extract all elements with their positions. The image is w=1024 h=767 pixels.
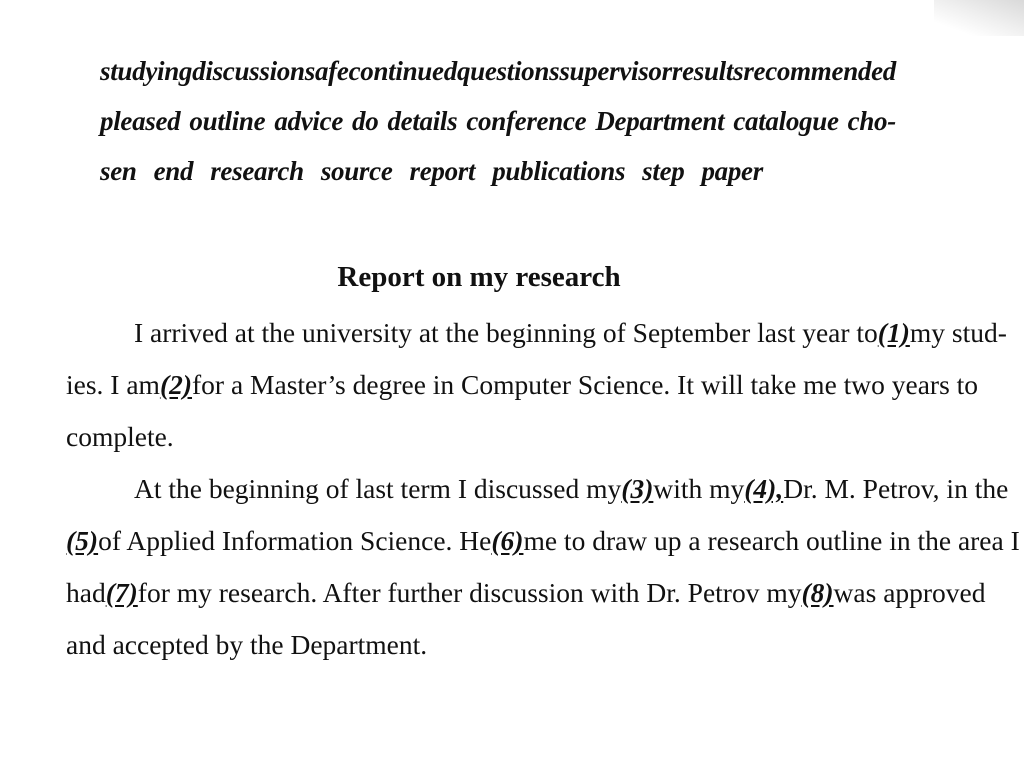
report-text: was approved xyxy=(833,577,986,608)
word-bank-word: do xyxy=(352,106,379,136)
gap-marker: (1) xyxy=(877,317,910,348)
report-text: Dr. M. Petrov, in the xyxy=(783,473,1009,504)
report-text: for my research. After further discussion with Dr. Petrov my xyxy=(137,577,802,608)
word-bank-word: continued xyxy=(348,56,457,86)
report-text: ies. I am xyxy=(66,369,160,400)
gap-marker: (2) xyxy=(159,369,193,400)
report-title: Report on my research xyxy=(337,261,621,293)
word-bank-line xyxy=(100,96,896,146)
word-bank-word: safe xyxy=(304,56,349,86)
report-line xyxy=(66,307,1007,359)
word-bank-word: Department xyxy=(595,106,725,136)
word-bank-word: source xyxy=(320,156,393,186)
gap-marker: (3) xyxy=(621,473,654,504)
word-bank-word: pleased xyxy=(100,106,181,136)
report-text: I arrived at the university at the beginning of September last year to xyxy=(134,317,878,348)
report-text: and accepted by the Department. xyxy=(66,629,428,660)
word-bank-word: results xyxy=(671,56,744,86)
word-bank-word: research xyxy=(210,156,304,186)
word-bank-word: cho- xyxy=(847,106,896,136)
word-bank-word: details xyxy=(387,106,458,136)
word-bank-word: paper xyxy=(701,156,763,186)
word-bank-word: report xyxy=(409,156,476,186)
word-bank-word: advice xyxy=(274,106,343,136)
report-text: At the beginning of last term I discussed my xyxy=(134,473,622,504)
report-line xyxy=(66,515,1020,567)
report-text: with my xyxy=(653,473,745,504)
slide-corner-shadow xyxy=(934,0,1024,36)
word-bank-word: studying xyxy=(100,56,193,86)
report-text: of Applied Information Science. He xyxy=(98,525,492,556)
report-line xyxy=(66,463,1009,515)
word-bank-word: publications xyxy=(492,156,626,186)
word-bank-word: catalogue xyxy=(733,106,839,136)
word-bank-line xyxy=(100,46,896,96)
report-text: for a Master’s degree in Computer Science. It will take me two years to xyxy=(192,369,979,400)
gap-marker: (6) xyxy=(491,525,524,556)
word-bank-word: end xyxy=(153,156,194,186)
word-bank-word: recommended xyxy=(743,56,896,86)
word-bank xyxy=(100,46,896,196)
word-bank-word: outline xyxy=(189,106,266,136)
word-bank-line xyxy=(100,146,896,196)
word-bank-word: sen xyxy=(100,156,137,186)
word-bank-word: step xyxy=(642,156,685,186)
word-bank-word: conference xyxy=(466,106,587,136)
gap-marker: (7) xyxy=(105,577,138,608)
word-bank-word: questions xyxy=(456,56,560,86)
report-body xyxy=(66,307,1020,671)
gap-marker: (4), xyxy=(744,473,784,504)
gap-marker: (5) xyxy=(66,525,99,556)
report-text: complete. xyxy=(66,421,174,452)
gap-marker: (8) xyxy=(801,577,834,608)
word-bank-word: supervisor xyxy=(559,56,672,86)
report-text: had xyxy=(66,577,106,608)
report-text: me to draw up a research outline in the area I xyxy=(523,525,1020,556)
report-line xyxy=(66,567,986,619)
report-line xyxy=(66,411,896,463)
word-bank-word: discussion xyxy=(192,56,305,86)
report-text: my stud- xyxy=(909,317,1007,348)
report-line xyxy=(66,359,979,411)
report-line xyxy=(66,619,896,671)
